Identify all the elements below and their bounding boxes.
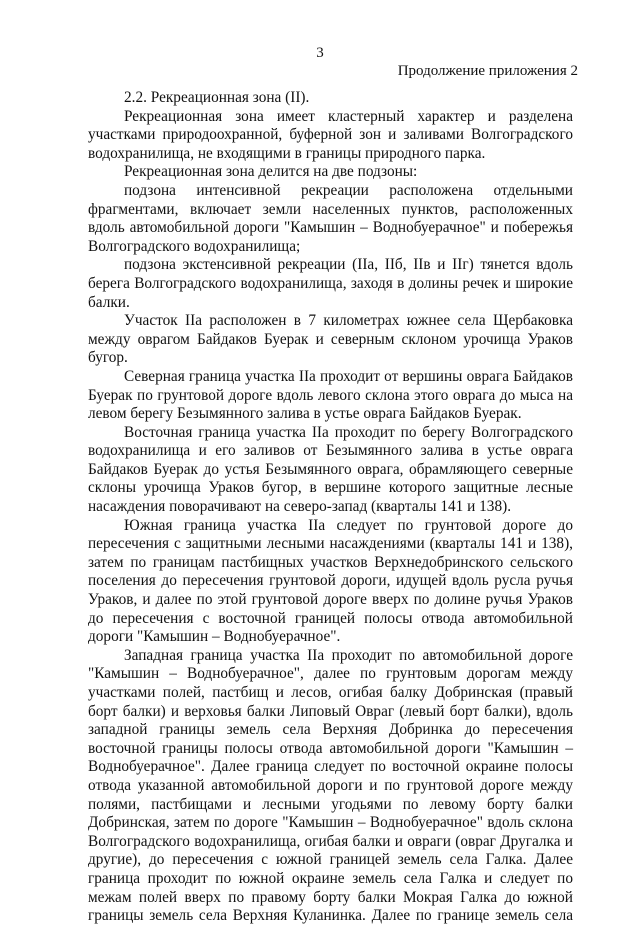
appendix-continuation-label: Продолжение приложения 2 (397, 63, 578, 79)
paragraph-intensive-subzone: подзона интенсивной рекреации расположена отдельными фрагментами, включает земли населенных пунктов, расположенных вдоль автомобильной дороги "Камышин – Воднобуерачное" и побережья Волгоградского водохранилища; (88, 181, 573, 255)
paragraph-west-border: Западная граница участка IIа проходит по автомобильной дороге "Камышин – Воднобуерачное", далее по грунтовым дорогам между участками полей, пастбищ и лесов, огибая балку Добринская (правый борт балки) и верховья балки Липовый Овраг (левый борт балки), вдоль западной границы земель села Верхняя Добринка до пересечения восточной границы полосы отвода автомобильной дороги "Камышин – Воднобуерачное". Далее граница следует по восточной окраине полосы отвода указанной автомобильной дороги и по грунтовой дороге между полями, пастбищами и лесными угодьями по левому борту балки Добринская, затем по дороге "Камышин – Воднобуерачное" вдоль склона Волгоградского водохранилища, огибая балки и овраги (овраг Другалка и другие), до пересечения с южной границей земель села Галка. Далее граница проходит по южной окраине земель села Галка и следует по межам полей вверх по правому борту балки Мокрая Галка до южной границы земель села Верхняя Куланинка. Далее по границе земель села (88, 646, 573, 925)
paragraph-north-border: Северная граница участка IIа проходит от вершины оврага Байдаков Буерак по грунтовой дороге вдоль левого склона этого оврага до мыса на левом берегу Безымянного залива в устье оврага Байдаков Буерак. (88, 367, 573, 423)
page-number: 3 (316, 45, 324, 61)
paragraph-south-border: Южная граница участка IIа следует по грунтовой дороге до пересечения с защитными лесными насаждениями (кварталы 141 и 138), затем по границам пастбищных участков Верхнедобринского сельского поселения до пересечения грунтовой дороги, идущей вдоль русла ручья Ураков, и далее по этой грунтовой дороге вверх по долине ручья Ураков до пересечения с восточной границей полосы отвода автомобильной дороги "Камышин – Воднобуерачное". (88, 516, 573, 646)
paragraph-zone-description: Рекреационная зона имеет кластерный характер и разделена участками природоохранной, буферной зон и заливами Волгоградского водохранилища, не входящими в границы природного парка. (88, 107, 573, 162)
paragraph-east-border: Восточная граница участка IIа проходит по берегу Волгоградского водохранилища и его заливов от Безымянного залива в устье оврага Байдаков Буерак до устья Безымянного оврага, обрамляющего северные склоны урочища Ураков бугор, в вершине которого защитные лесные насаждения поворачивают на северо-запад (кварталы 141 и 138). (88, 423, 573, 516)
paragraph-plot-location: Участок IIа расположен в 7 километрах южнее села Щербаковка между оврагом Байдаков Буерак и северным склоном урочища Ураков бугор. (88, 312, 573, 367)
document-body (88, 89, 573, 926)
section-heading: 2.2. Рекреационная зона (II). (124, 89, 310, 106)
paragraph-subzones-intro: Рекреационная зона делится на две подзоны: (124, 163, 418, 181)
paragraph-extensive-subzone: подзона экстенсивной рекреации (IIа, IIб, IIв и IIг) тянется вдоль берега Волгоградского водохранилища, заходя в долины речек и широкие балки. (88, 256, 573, 311)
